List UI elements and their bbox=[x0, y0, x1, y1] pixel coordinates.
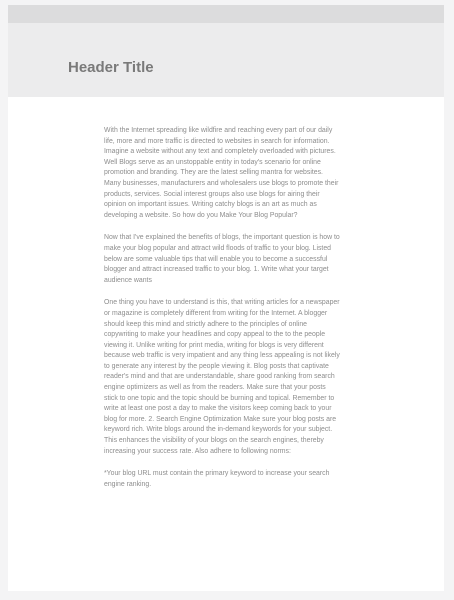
article-body bbox=[104, 126, 340, 502]
header-title: Header Title bbox=[68, 59, 154, 76]
article-paragraph-2: Now that I've explained the benefits of blogs, the important question is how to make your blog popular and attract wild floods of traffic to your blog. Listed below are some valuable tips that will enable you to become a successful blogger and attract increased traffic to your blog. 1. Write what your target audience wants bbox=[104, 234, 340, 284]
top-strip bbox=[8, 5, 444, 23]
article-paragraph-3: One thing you have to understand is this, that writing articles for a newspaper or magazine is completely different from writing for the Internet. A blogger should keep this mind and strictly adhere to the principles of online copywriting to make your headlines and copy appeal to the to the people viewing it. Unlike writing for print media, writing for blogs is very different because web traffic is very impatient and any thing less appealing is not likely to generate any interest by the people viewing it. Blog posts that captivate reader's mind and that are understandable, share good ranking from search engine optimizers as well as from the readers. Make sure that your posts stick to one topic and the topic should be burning and topical. Remember to write at least one post a day to make the visitors keep coming back to your blog for more. 2. Search Engine Optimization Make sure your blog posts are keyword rich. Write blogs around the in-demand keywords for your subject. This enhances the visibility of your blogs on the search engines, thereby increasing your success rate. Also adhere to following norms: bbox=[104, 299, 340, 455]
article-paragraph-4: *Your blog URL must contain the primary keyword to increase your search engine ranking. bbox=[104, 470, 330, 488]
article-paragraph-1: With the Internet spreading like wildfire and reaching every part of our daily life, more and more traffic is directed to websites in search for information. Imagine a website without any text and completely overloaded with pictures. Well Blogs serve as an unstoppable entity in today's scenario for online promotion and branding. They are the latest selling mantra for websites. Many businesses, manufacturers and wholesalers use blogs to promote their products, services. Social interest groups also use blogs for airing their opinion on important issues. Writing catchy blogs is an art as much as developing a website. So how do you Make Your Blog Popular? bbox=[104, 127, 339, 219]
document-page bbox=[8, 5, 444, 591]
